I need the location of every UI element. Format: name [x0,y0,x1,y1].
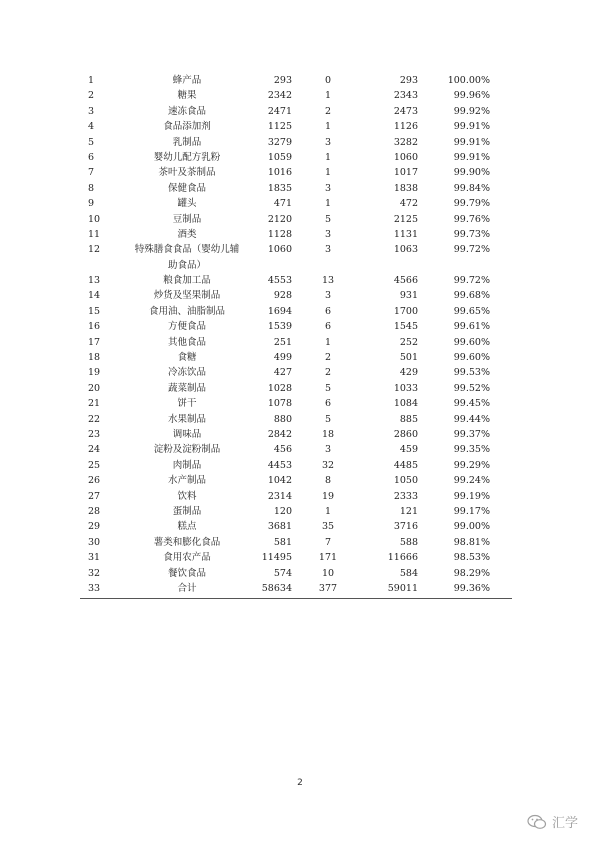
pass-rate: 98.81% [453,536,490,548]
category-name: 方便食品 [167,321,206,333]
row-number: 17 [88,336,101,348]
category-name: 茶叶及茶制品 [158,167,216,179]
row-number: 26 [88,475,101,487]
total-count: 1131 [393,228,418,240]
unqualified-count: 2 [324,367,332,379]
table-row [80,458,512,473]
total-count: 121 [399,505,418,517]
qualified-count: 11495 [261,552,292,564]
qualified-count: 1835 [267,182,292,194]
pass-rate: 99.19% [453,490,490,502]
row-number: 18 [88,352,101,364]
table-row [80,519,512,534]
pass-rate: 99.73% [453,228,490,240]
table-row [80,73,512,88]
category-name: 保健食品 [167,182,206,194]
row-number: 16 [88,321,101,333]
unqualified-count: 2 [324,105,332,117]
total-count: 1545 [393,321,418,333]
total-count: 584 [399,567,418,579]
qualified-count: 1060 [267,244,292,256]
total-count: 3716 [393,521,418,533]
total-count: 1050 [393,475,418,487]
unqualified-count: 5 [324,413,332,425]
category-name: 蜂产品 [172,75,202,86]
total-count: 1033 [393,382,418,394]
pass-rate: 99.36% [453,582,490,594]
pass-rate: 99.17% [453,505,490,517]
total-count: 2125 [393,213,418,225]
qualified-count: 2342 [267,90,292,102]
total-count: 1084 [393,398,418,410]
unqualified-count: 7 [324,536,332,548]
row-number: 19 [88,367,101,379]
qualified-count: 2314 [267,490,292,502]
row-number: 28 [88,505,101,517]
pass-rate: 99.84% [453,182,490,194]
qualified-count: 3681 [267,521,292,533]
qualified-count: 251 [273,336,292,348]
qualified-count: 928 [273,290,292,302]
row-number: 27 [88,490,101,502]
category-name: 其他食品 [167,336,206,348]
table-row [80,381,512,396]
pass-rate: 99.45% [453,398,490,410]
table-bottom-rule [80,598,512,599]
qualified-count: 499 [273,352,292,364]
row-number: 25 [88,459,101,471]
category-name: 炒货及坚果制品 [153,290,221,302]
row-number: 9 [88,198,95,210]
page-number: 2 [297,778,303,788]
row-number: 4 [88,121,95,133]
unqualified-count: 8 [324,475,332,487]
qualified-count: 2120 [267,213,292,225]
unqualified-count: 5 [324,213,332,225]
table-row [80,442,512,457]
unqualified-count: 19 [321,490,335,502]
total-count: 293 [399,75,418,86]
table-row [80,566,512,581]
data-table [80,73,512,596]
pass-rate: 99.37% [453,429,490,440]
category-name: 罐头 [177,198,197,210]
category-name: 肉制品 [172,459,202,471]
category-name: 淀粉及淀粉制品 [153,444,221,456]
category-name: 薯类和膨化食品 [153,536,221,548]
wechat-icon [527,814,547,830]
table-row [80,504,512,519]
total-count: 4485 [393,459,418,471]
total-count: 2473 [393,105,418,117]
unqualified-count: 5 [324,382,332,394]
pass-rate: 99.68% [453,290,490,302]
row-number: 10 [88,213,101,225]
table-row [80,165,512,180]
unqualified-count: 6 [324,398,332,410]
row-number: 5 [88,136,95,148]
total-count: 252 [399,336,418,348]
unqualified-count: 1 [324,505,332,517]
table-row [80,350,512,365]
table-row [80,150,512,165]
qualified-count: 4553 [267,275,292,287]
unqualified-count: 377 [318,582,338,594]
table-row [80,473,512,488]
qualified-count: 293 [273,75,292,86]
qualified-count: 574 [273,567,292,579]
total-count: 1063 [393,244,418,256]
row-number: 2 [88,90,95,102]
row-number: 23 [88,429,101,440]
pass-rate: 99.72% [453,275,490,287]
unqualified-count: 3 [324,444,332,456]
pass-rate: 98.53% [453,552,490,564]
pass-rate: 99.29% [453,459,490,471]
pass-rate: 99.79% [453,198,490,210]
pass-rate: 99.91% [453,136,490,148]
total-count: 2343 [393,90,418,102]
qualified-count: 1539 [267,321,292,333]
qualified-count: 120 [273,505,292,517]
row-number: 3 [88,105,95,117]
pass-rate: 99.00% [453,521,490,533]
watermark [527,812,578,831]
row-number: 30 [88,536,101,548]
pass-rate: 99.52% [453,382,490,394]
qualified-count: 471 [273,198,292,210]
row-number: 29 [88,521,101,533]
pass-rate: 99.44% [453,413,490,425]
total-count: 4566 [393,275,418,287]
pass-rate: 99.76% [453,213,490,225]
category-name: 水果制品 [167,413,206,425]
table-row [80,335,512,350]
total-count: 2333 [393,490,418,502]
unqualified-count: 35 [321,521,335,533]
watermark-text: 汇学 [551,816,578,831]
total-count: 11666 [387,552,418,564]
total-count: 931 [399,290,418,302]
total-count: 429 [399,367,418,379]
table-row [80,365,512,380]
category-name: 糖果 [177,90,197,102]
pass-rate: 99.61% [453,321,490,333]
unqualified-count: 1 [324,198,332,210]
table-row [80,273,512,288]
row-number: 33 [88,582,101,594]
category-name: 冷冻饮品 [167,367,206,379]
qualified-count: 1028 [267,382,292,394]
row-number: 1 [88,75,95,86]
row-number: 7 [88,167,95,179]
total-count: 501 [399,352,418,364]
category-name: 粮食加工品 [163,275,211,287]
unqualified-count: 3 [324,228,332,240]
total-count: 1017 [393,167,418,179]
unqualified-count: 1 [324,121,332,133]
row-number: 14 [88,290,101,302]
qualified-count: 1016 [267,167,292,179]
unqualified-count: 3 [324,244,332,256]
pass-rate: 99.53% [453,367,490,379]
category-name: 豆制品 [172,213,202,225]
pass-rate: 99.60% [453,352,490,364]
category-name: 乳制品 [172,136,202,148]
table-row [80,242,512,273]
qualified-count: 1078 [267,398,292,410]
unqualified-count: 18 [321,429,335,440]
unqualified-count: 3 [324,290,332,302]
unqualified-count: 1 [324,336,332,348]
category-name: 蔬菜制品 [167,382,206,394]
unqualified-count: 3 [324,136,332,148]
qualified-count: 1125 [267,121,292,133]
pass-rate: 99.91% [453,121,490,133]
pass-rate: 99.91% [453,151,490,163]
unqualified-count: 13 [321,275,335,287]
table-row [80,227,512,242]
row-number: 8 [88,182,95,194]
pass-rate: 99.72% [453,244,490,256]
pass-rate: 98.29% [453,567,490,579]
table-row [80,396,512,411]
unqualified-count: 171 [318,552,338,564]
category-name: 速冻食品 [167,105,206,117]
row-number: 32 [88,567,101,579]
table-row [80,304,512,319]
category-name: 饼干 [177,398,197,410]
qualified-count: 581 [273,536,292,548]
total-count: 885 [399,413,418,425]
category-name: 调味品 [172,429,202,440]
category-name: 饮料 [177,490,197,502]
category-name: 食品添加剂 [163,121,211,133]
category-name: 特殊膳食食品（婴幼儿辅助食品） [134,244,240,271]
unqualified-count: 6 [324,321,332,333]
qualified-count: 2842 [267,429,292,440]
pass-rate: 99.96% [453,90,490,102]
table-row [80,581,512,596]
table-row [80,104,512,119]
table-row [80,212,512,227]
unqualified-count: 3 [324,182,332,194]
table-row [80,550,512,565]
row-number: 15 [88,305,101,317]
table-row [80,88,512,103]
row-number: 20 [88,382,101,394]
unqualified-count: 0 [324,75,332,86]
table-row [80,427,512,442]
total-count: 59011 [387,582,418,594]
row-number: 21 [88,398,101,410]
unqualified-count: 1 [324,167,332,179]
category-name: 婴幼儿配方乳粉 [153,151,221,163]
category-name: 蛋制品 [172,505,202,517]
table-row [80,181,512,196]
qualified-count: 3279 [267,136,292,148]
row-number: 6 [88,151,95,163]
qualified-count: 58634 [261,582,292,594]
unqualified-count: 10 [321,567,335,579]
table-row [80,135,512,150]
pass-rate: 99.92% [453,105,490,117]
table-row [80,489,512,504]
total-count: 2860 [393,429,418,440]
unqualified-count: 1 [324,90,332,102]
unqualified-count: 6 [324,305,332,317]
total-count: 1838 [393,182,418,194]
table-row [80,535,512,550]
table-row [80,119,512,134]
category-name: 糕点 [177,521,197,533]
row-number: 24 [88,444,101,456]
total-count: 3282 [393,136,418,148]
unqualified-count: 32 [321,459,335,471]
table-row [80,288,512,303]
total-count: 588 [399,536,418,548]
table-row [80,196,512,211]
qualified-count: 1059 [267,151,292,163]
row-number: 11 [88,228,101,240]
qualified-count: 1042 [267,475,292,487]
total-count: 459 [399,444,418,456]
category-name: 食用农产品 [163,552,211,564]
pass-rate: 99.24% [453,475,490,487]
qualified-count: 4453 [267,459,292,471]
pass-rate: 99.65% [453,305,490,317]
table-row [80,319,512,334]
total-count: 472 [399,198,418,210]
category-name: 食糖 [177,352,197,364]
category-name: 食用油、油脂制品 [148,305,225,317]
qualified-count: 1694 [267,305,292,317]
total-count: 1060 [393,151,418,163]
pass-rate: 100.00% [447,75,490,86]
total-count: 1700 [393,305,418,317]
category-name: 合计 [177,582,197,594]
row-number: 22 [88,413,101,425]
category-name: 酒类 [177,228,197,240]
total-count: 1126 [393,121,418,133]
unqualified-count: 1 [324,151,332,163]
pass-rate: 99.60% [453,336,490,348]
category-name: 水产制品 [167,475,206,487]
table-row [80,412,512,427]
qualified-count: 427 [273,367,292,379]
qualified-count: 456 [273,444,292,456]
row-number: 12 [88,244,101,256]
row-number: 31 [88,552,101,564]
qualified-count: 2471 [267,105,292,117]
pass-rate: 99.90% [453,167,490,179]
category-name: 餐饮食品 [167,567,206,579]
row-number: 13 [88,275,101,287]
qualified-count: 880 [273,413,292,425]
pass-rate: 99.35% [453,444,490,456]
unqualified-count: 2 [324,352,332,364]
qualified-count: 1128 [267,228,292,240]
